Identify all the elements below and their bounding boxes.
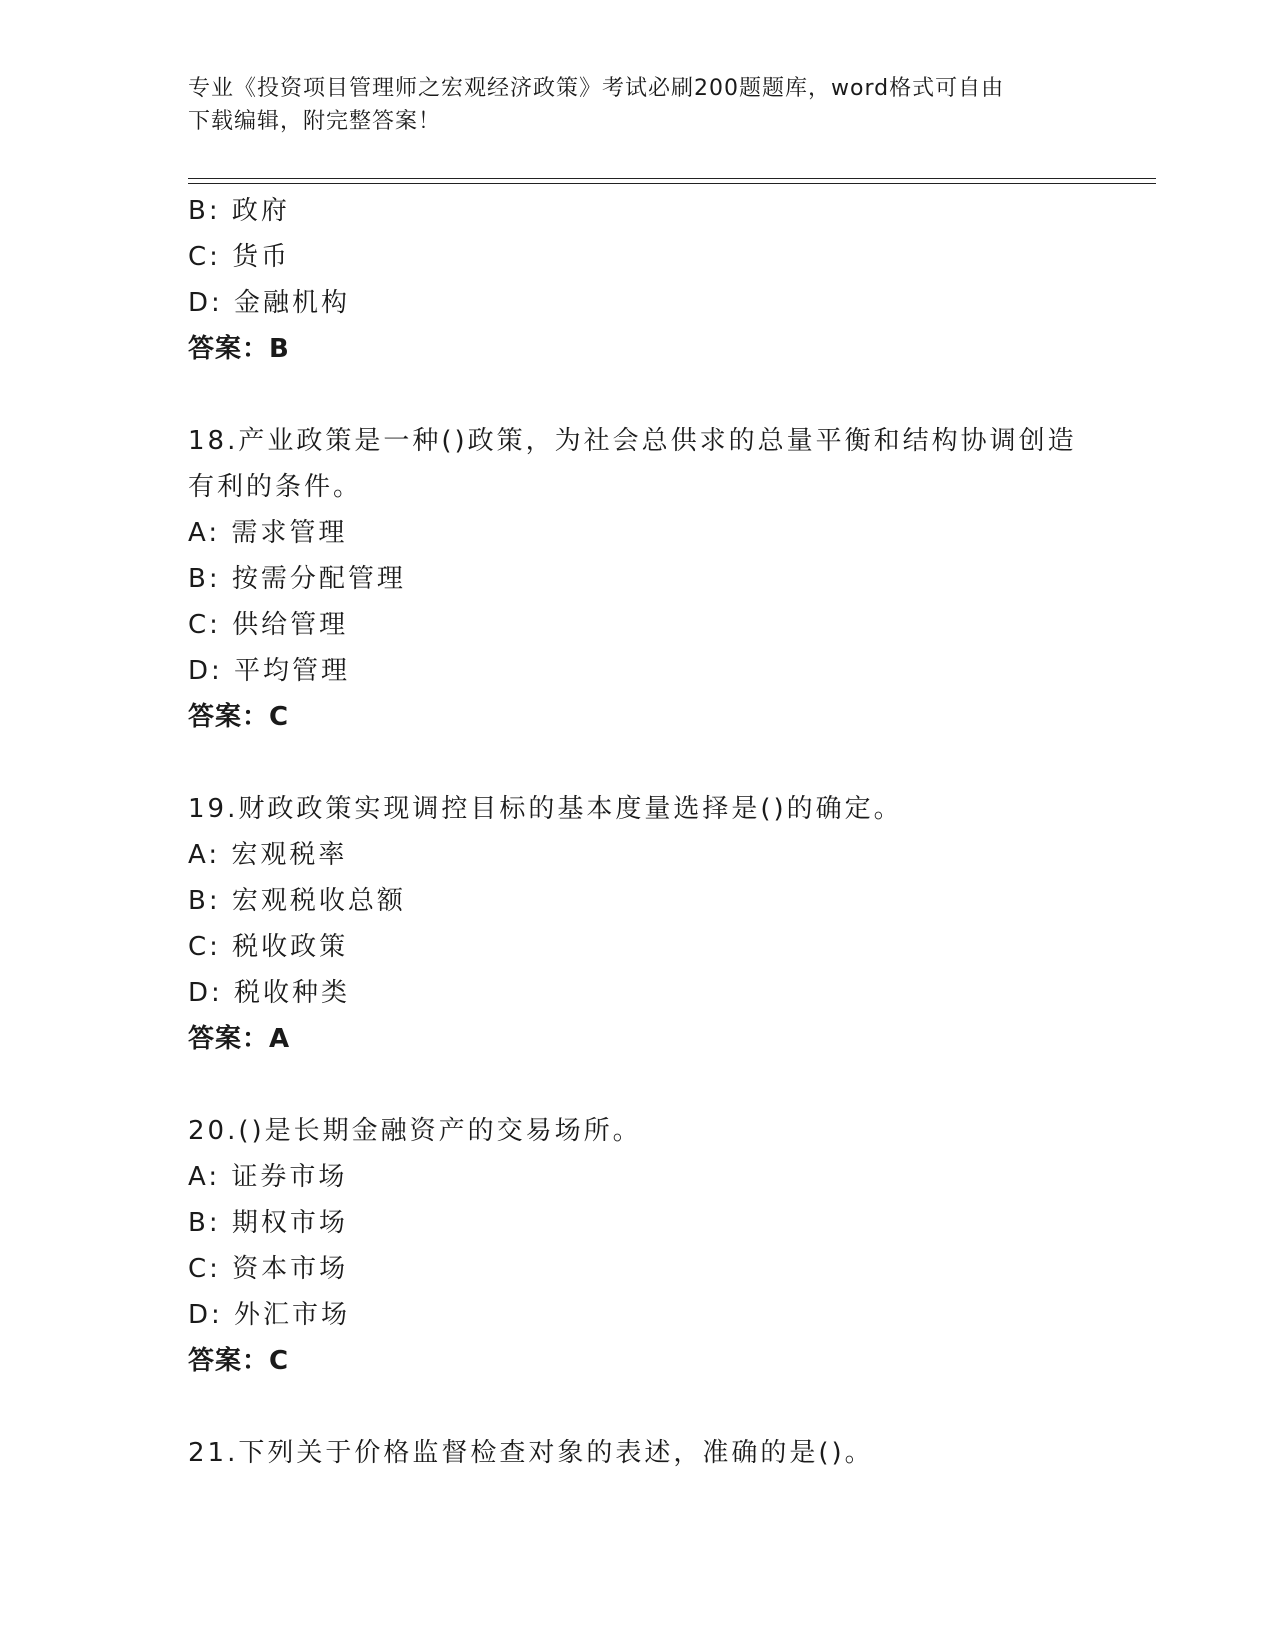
- option-c: C: 货币: [188, 242, 291, 272]
- spacer: [188, 1384, 1088, 1430]
- spacer: [188, 1062, 1088, 1108]
- option-b: B: 政府: [188, 196, 290, 226]
- option-b: B: 按需分配管理: [188, 564, 406, 594]
- header-line-2: 下载编辑，附完整答案！: [188, 109, 442, 134]
- question-stem: 20.()是长期金融资产的交易场所。: [188, 1116, 642, 1146]
- question-list: [188, 188, 1088, 1476]
- document-header: [188, 72, 1088, 138]
- header-divider-top: [188, 178, 1156, 179]
- option-a: A: 证券市场: [188, 1162, 348, 1192]
- option-d: D: 金融机构: [188, 288, 351, 318]
- option-d: D: 外汇市场: [188, 1300, 351, 1330]
- question-stem: 21.下列关于价格监督检查对象的表述，准确的是()。: [188, 1438, 874, 1468]
- spacer: [188, 372, 1088, 418]
- option-c: C: 供给管理: [188, 610, 349, 640]
- option-c: C: 资本市场: [188, 1254, 349, 1284]
- answer: 答案：C: [188, 702, 290, 732]
- question-stem: 18.产业政策是一种()政策，为社会总供求的总量平衡和结构协调创造: [188, 426, 1077, 456]
- question-stem-continued: 有利的条件。: [188, 472, 363, 502]
- answer: 答案：A: [188, 1024, 291, 1054]
- option-d: D: 平均管理: [188, 656, 351, 686]
- question-stem: 19.财政政策实现调控目标的基本度量选择是()的确定。: [188, 794, 903, 824]
- header-line-1: 专业《投资项目管理师之宏观经济政策》考试必刷200题题库，word格式可自由: [188, 76, 1005, 101]
- option-c: C: 税收政策: [188, 932, 349, 962]
- answer: 答案：C: [188, 1346, 290, 1376]
- answer: 答案：B: [188, 334, 290, 364]
- option-a: A: 需求管理: [188, 518, 348, 548]
- option-d: D: 税收种类: [188, 978, 351, 1008]
- question-21: [188, 1430, 1088, 1476]
- question-18: [188, 418, 1088, 740]
- question-19: [188, 786, 1088, 1062]
- option-b: B: 期权市场: [188, 1208, 348, 1238]
- spacer: [188, 740, 1088, 786]
- question-20: [188, 1108, 1088, 1384]
- option-b: B: 宏观税收总额: [188, 886, 406, 916]
- option-a: A: 宏观税率: [188, 840, 348, 870]
- header-divider-bottom: [188, 183, 1156, 184]
- question-17-tail: [188, 188, 1088, 372]
